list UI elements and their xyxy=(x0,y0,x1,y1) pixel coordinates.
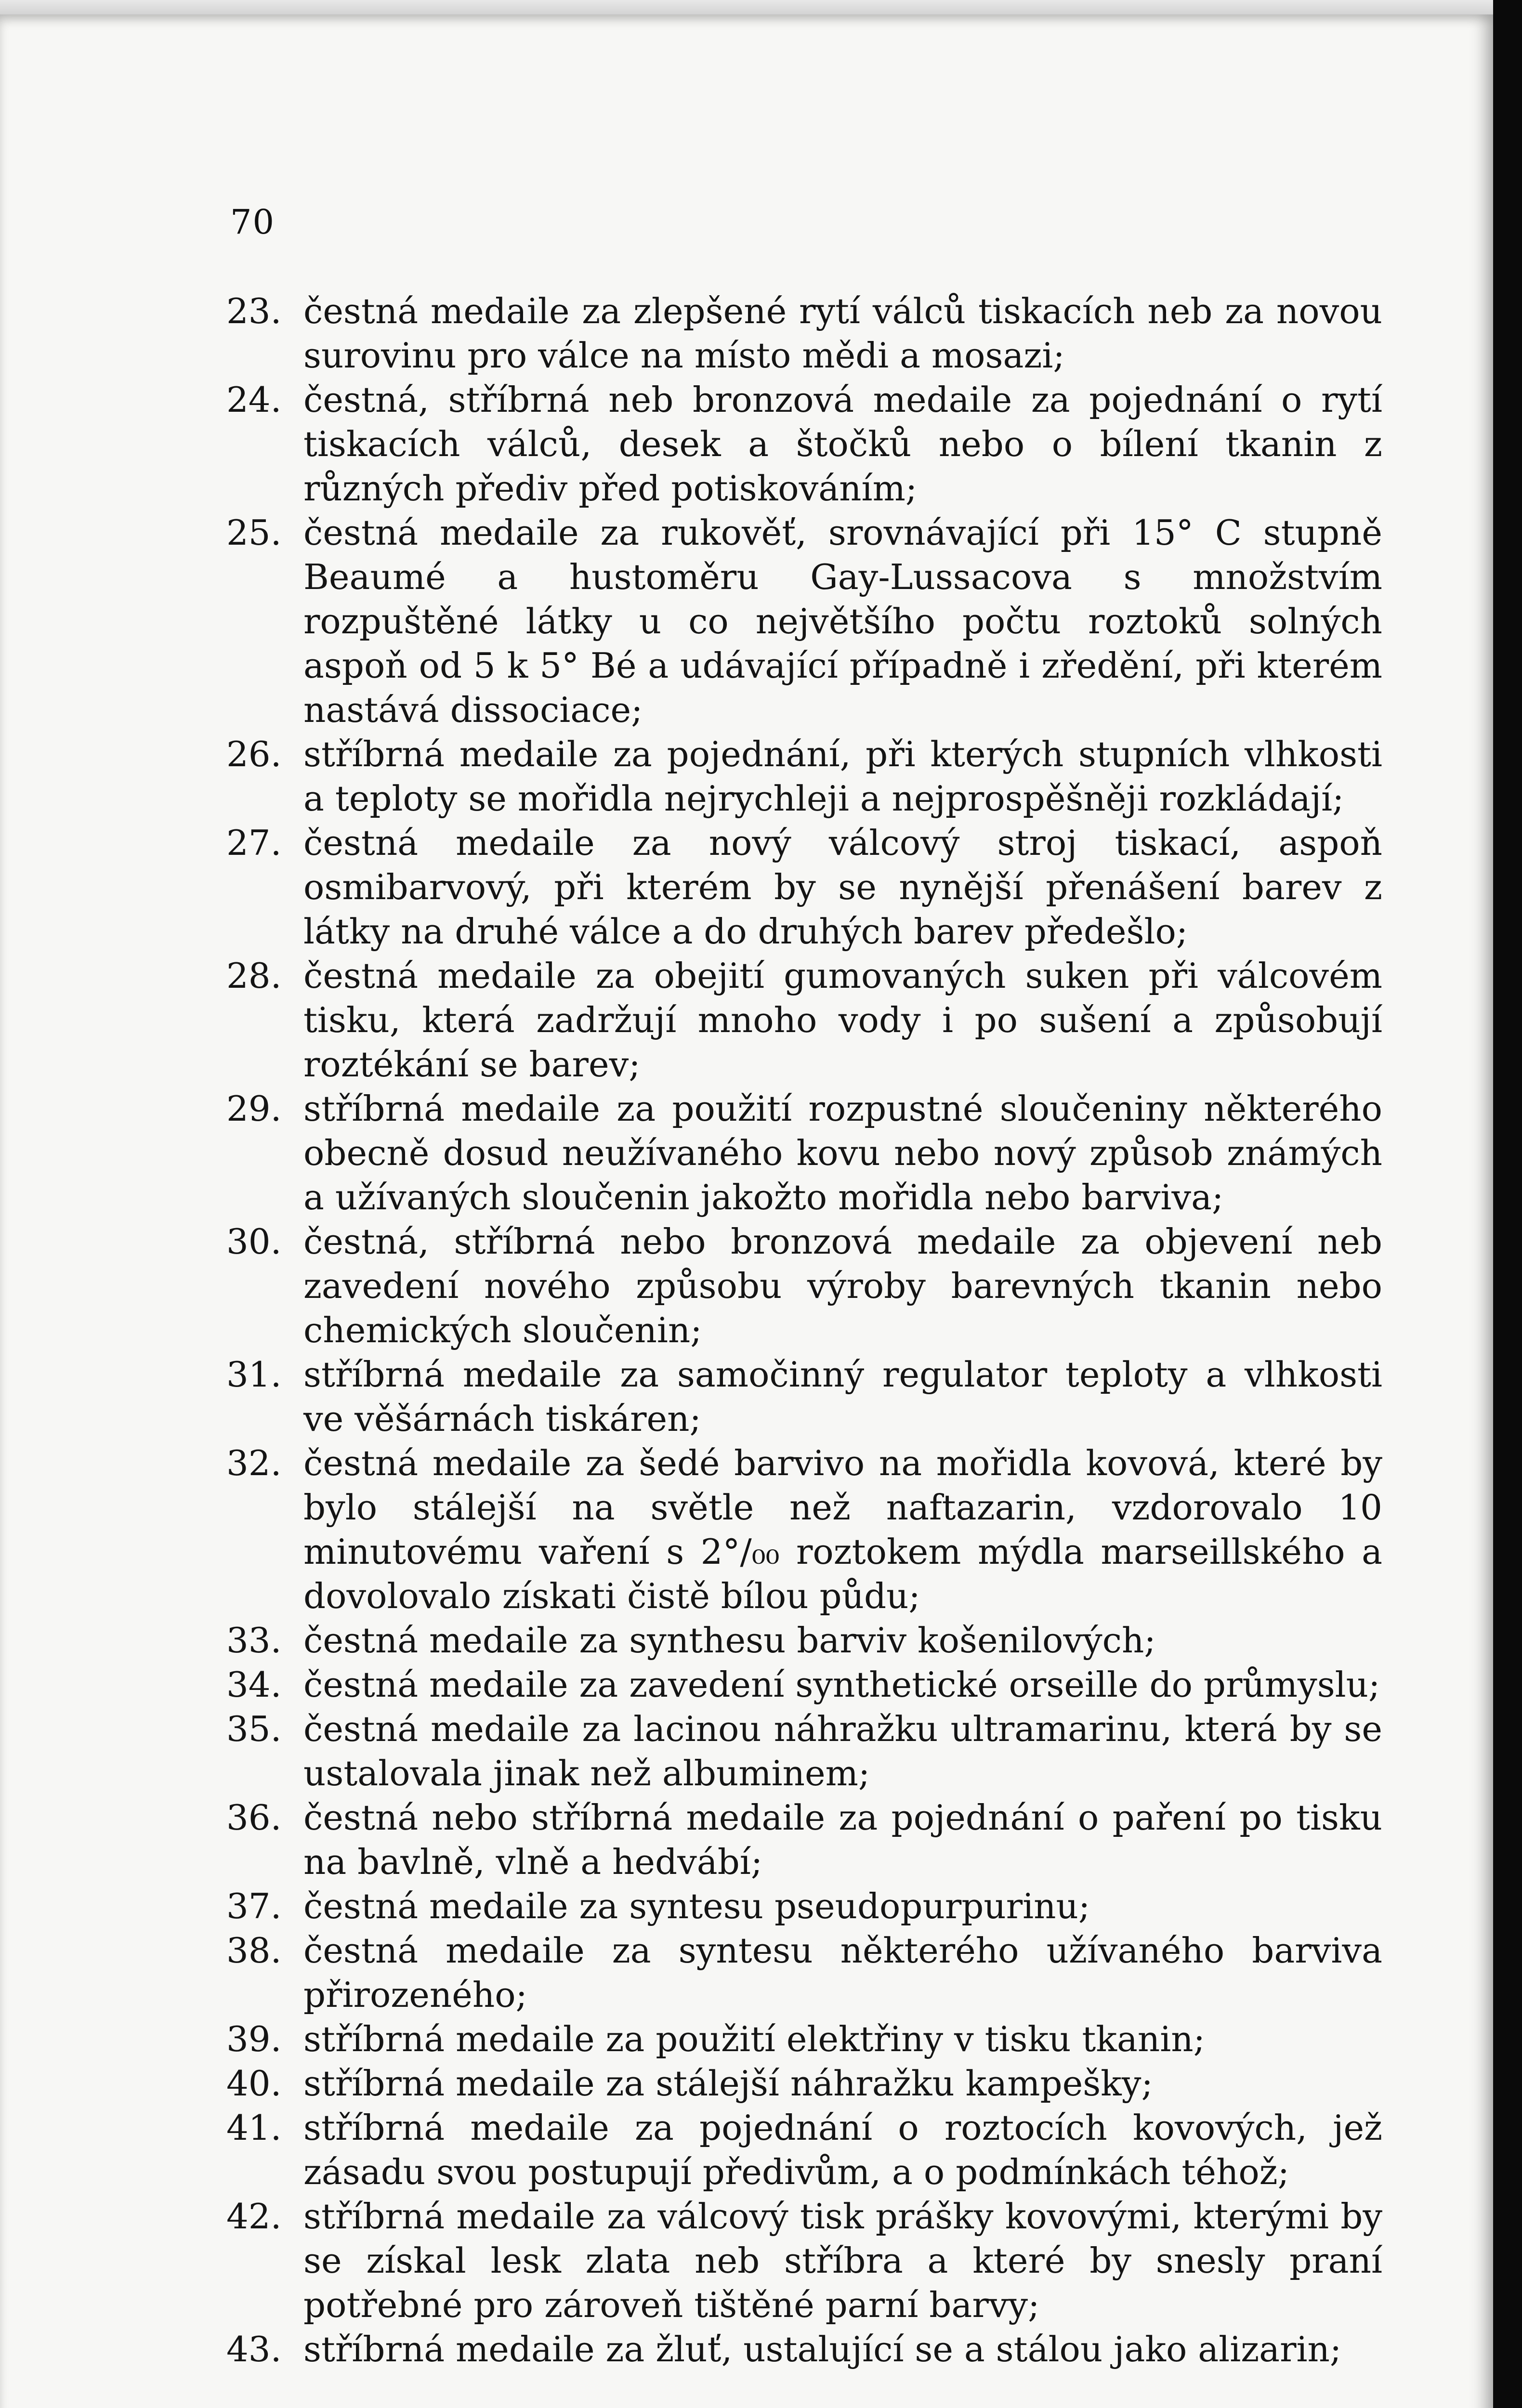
list-item xyxy=(226,1884,1382,1928)
list-item xyxy=(226,1219,1382,1352)
item-text: stříbrná medaile za válcový tisk prášky kovovými, kterými by se získal lesk zlata neb stříbra a které by snesly praní potřebné pro zároveň tištěné parní barvy; xyxy=(303,2196,1382,2325)
item-text: stříbrná medaile za použití rozpustné sloučeniny některého obecně dosud neužívaného kovu nebo nový způsob známých a užívaných sloučenin jakožto mořidla nebo barviva; xyxy=(303,1088,1382,1217)
item-text: stříbrná medaile za samočinný regulator teploty a vlhkosti ve věšárnách tiskáren; xyxy=(303,1354,1382,1439)
item-number: 35. xyxy=(226,1709,282,1749)
item-text: čestná medaile za obejití gumovaných suken při válcovém tisku, která zadržují mnoho vody i po sušení a způsobují roztékání se barev; xyxy=(303,955,1382,1085)
item-text: čestná, stříbrná nebo bronzová medaile za objevení neb zavedení nového způsobu výroby barevných tkanin nebo chemických sloučenin; xyxy=(303,1221,1382,1350)
item-text: čestná medaile za lacinou náhražku ultramarinu, která by se ustalovala jinak než albuminem; xyxy=(303,1709,1382,1793)
list-item xyxy=(226,378,1382,510)
item-text: čestná medaile za zavedení synthetické orseille do průmyslu; xyxy=(303,1664,1380,1705)
item-text: stříbrná medaile za použití elektřiny v tisku tkanin; xyxy=(303,2019,1205,2059)
list-item xyxy=(226,1441,1382,1618)
item-text: čestná medaile za syntesu některého užívaného barviva přirozeného; xyxy=(303,1930,1382,2015)
item-text: čestná medaile za rukověť, srovnávající při 15° C stupně Beaumé a hustoměru Gay-Lussacova s množstvím rozpuštěné látky u co největšího počtu roztoků solných aspoň od 5 k 5° Bé a udávající případně i zředění, při kterém nastává dissociace; xyxy=(303,512,1382,730)
item-text: čestná medaile za syntesu pseudopurpurinu; xyxy=(303,1886,1090,1926)
item-number: 31. xyxy=(226,1354,282,1395)
item-number: 41. xyxy=(226,2107,282,2148)
item-text: stříbrná medaile za pojednání, při kterých stupních vlhkosti a teploty se mořidla nejrychleji a nejprospěšněji rozkládají; xyxy=(303,734,1382,819)
item-text: čestná, stříbrná neb bronzová medaile za pojednání o rytí tiskacích válců, desek a štočků nebo o bílení tkanin z různých přediv před potiskováním; xyxy=(303,380,1382,509)
list-item xyxy=(226,2061,1382,2106)
item-number: 28. xyxy=(226,955,282,996)
item-number: 29. xyxy=(226,1088,282,1129)
item-number: 43. xyxy=(226,2329,282,2369)
item-number: 39. xyxy=(226,2019,282,2059)
item-text: čestná medaile za nový válcový stroj tiskací, aspoň osmibarvový, při kterém by se nynější přenášení barev z látky na druhé válce a do druhých barev předešlo; xyxy=(303,823,1382,952)
list-item xyxy=(226,1928,1382,2017)
item-number: 32. xyxy=(226,1443,282,1483)
item-number: 36. xyxy=(226,1797,282,1838)
item-text: stříbrná medaile za žluť, ustalující se a stálou jako alizarin; xyxy=(303,2329,1342,2369)
list-item xyxy=(226,1086,1382,1219)
list-item xyxy=(226,1795,1382,1884)
list-item xyxy=(226,1618,1382,1662)
item-text: čestná medaile za synthesu barviv košenilových; xyxy=(303,1620,1156,1661)
list-item xyxy=(226,821,1382,954)
item-number: 23. xyxy=(226,291,282,331)
item-text: stříbrná medaile za pojednání o roztocích kovových, jež zásadu svou postupují předivům, a o podmínkách téhož; xyxy=(303,2107,1382,2192)
item-text: čestná nebo stříbrná medaile za pojednání o paření po tisku na bavlně, vlně a hedvábí; xyxy=(303,1797,1382,1882)
list-item xyxy=(226,732,1382,821)
list-item xyxy=(226,289,1382,378)
item-text: čestná medaile za zlepšené rytí válců tiskacích neb za novou surovinu pro válce na místo mědi a mosazi; xyxy=(303,291,1382,376)
scan-right-border xyxy=(1493,0,1522,2408)
item-number: 38. xyxy=(226,1930,282,1971)
list-item xyxy=(226,954,1382,1086)
item-number: 37. xyxy=(226,1886,282,1926)
item-text: stříbrná medaile za stálejší náhražku kampešky; xyxy=(303,2063,1153,2104)
item-number: 24. xyxy=(226,380,282,420)
list-item xyxy=(226,2327,1382,2371)
list-item xyxy=(226,2106,1382,2194)
list-item xyxy=(226,2194,1382,2327)
item-number: 33. xyxy=(226,1620,282,1661)
list-item xyxy=(226,2017,1382,2061)
item-number: 30. xyxy=(226,1221,282,1262)
item-number: 34. xyxy=(226,1664,282,1705)
list-item xyxy=(226,510,1382,732)
item-number: 40. xyxy=(226,2063,282,2104)
list-item xyxy=(226,1662,1382,1707)
item-number: 26. xyxy=(226,734,282,774)
item-text: čestná medaile za šedé barvivo na mořidla kovová, které by bylo stálejší na světle než naftazarin, vzdorovalo 10 minutovému vaření s 2°/₀₀ roztokem mýdla marseillského a dovolovalo získati čistě bílou půdu; xyxy=(303,1443,1382,1616)
list-item xyxy=(226,1707,1382,1795)
list-item xyxy=(226,1352,1382,1441)
item-number: 42. xyxy=(226,2196,282,2237)
page-number: 70 xyxy=(230,202,276,242)
prize-list xyxy=(226,289,1382,2371)
item-number: 25. xyxy=(226,512,282,553)
item-number: 27. xyxy=(226,823,282,863)
